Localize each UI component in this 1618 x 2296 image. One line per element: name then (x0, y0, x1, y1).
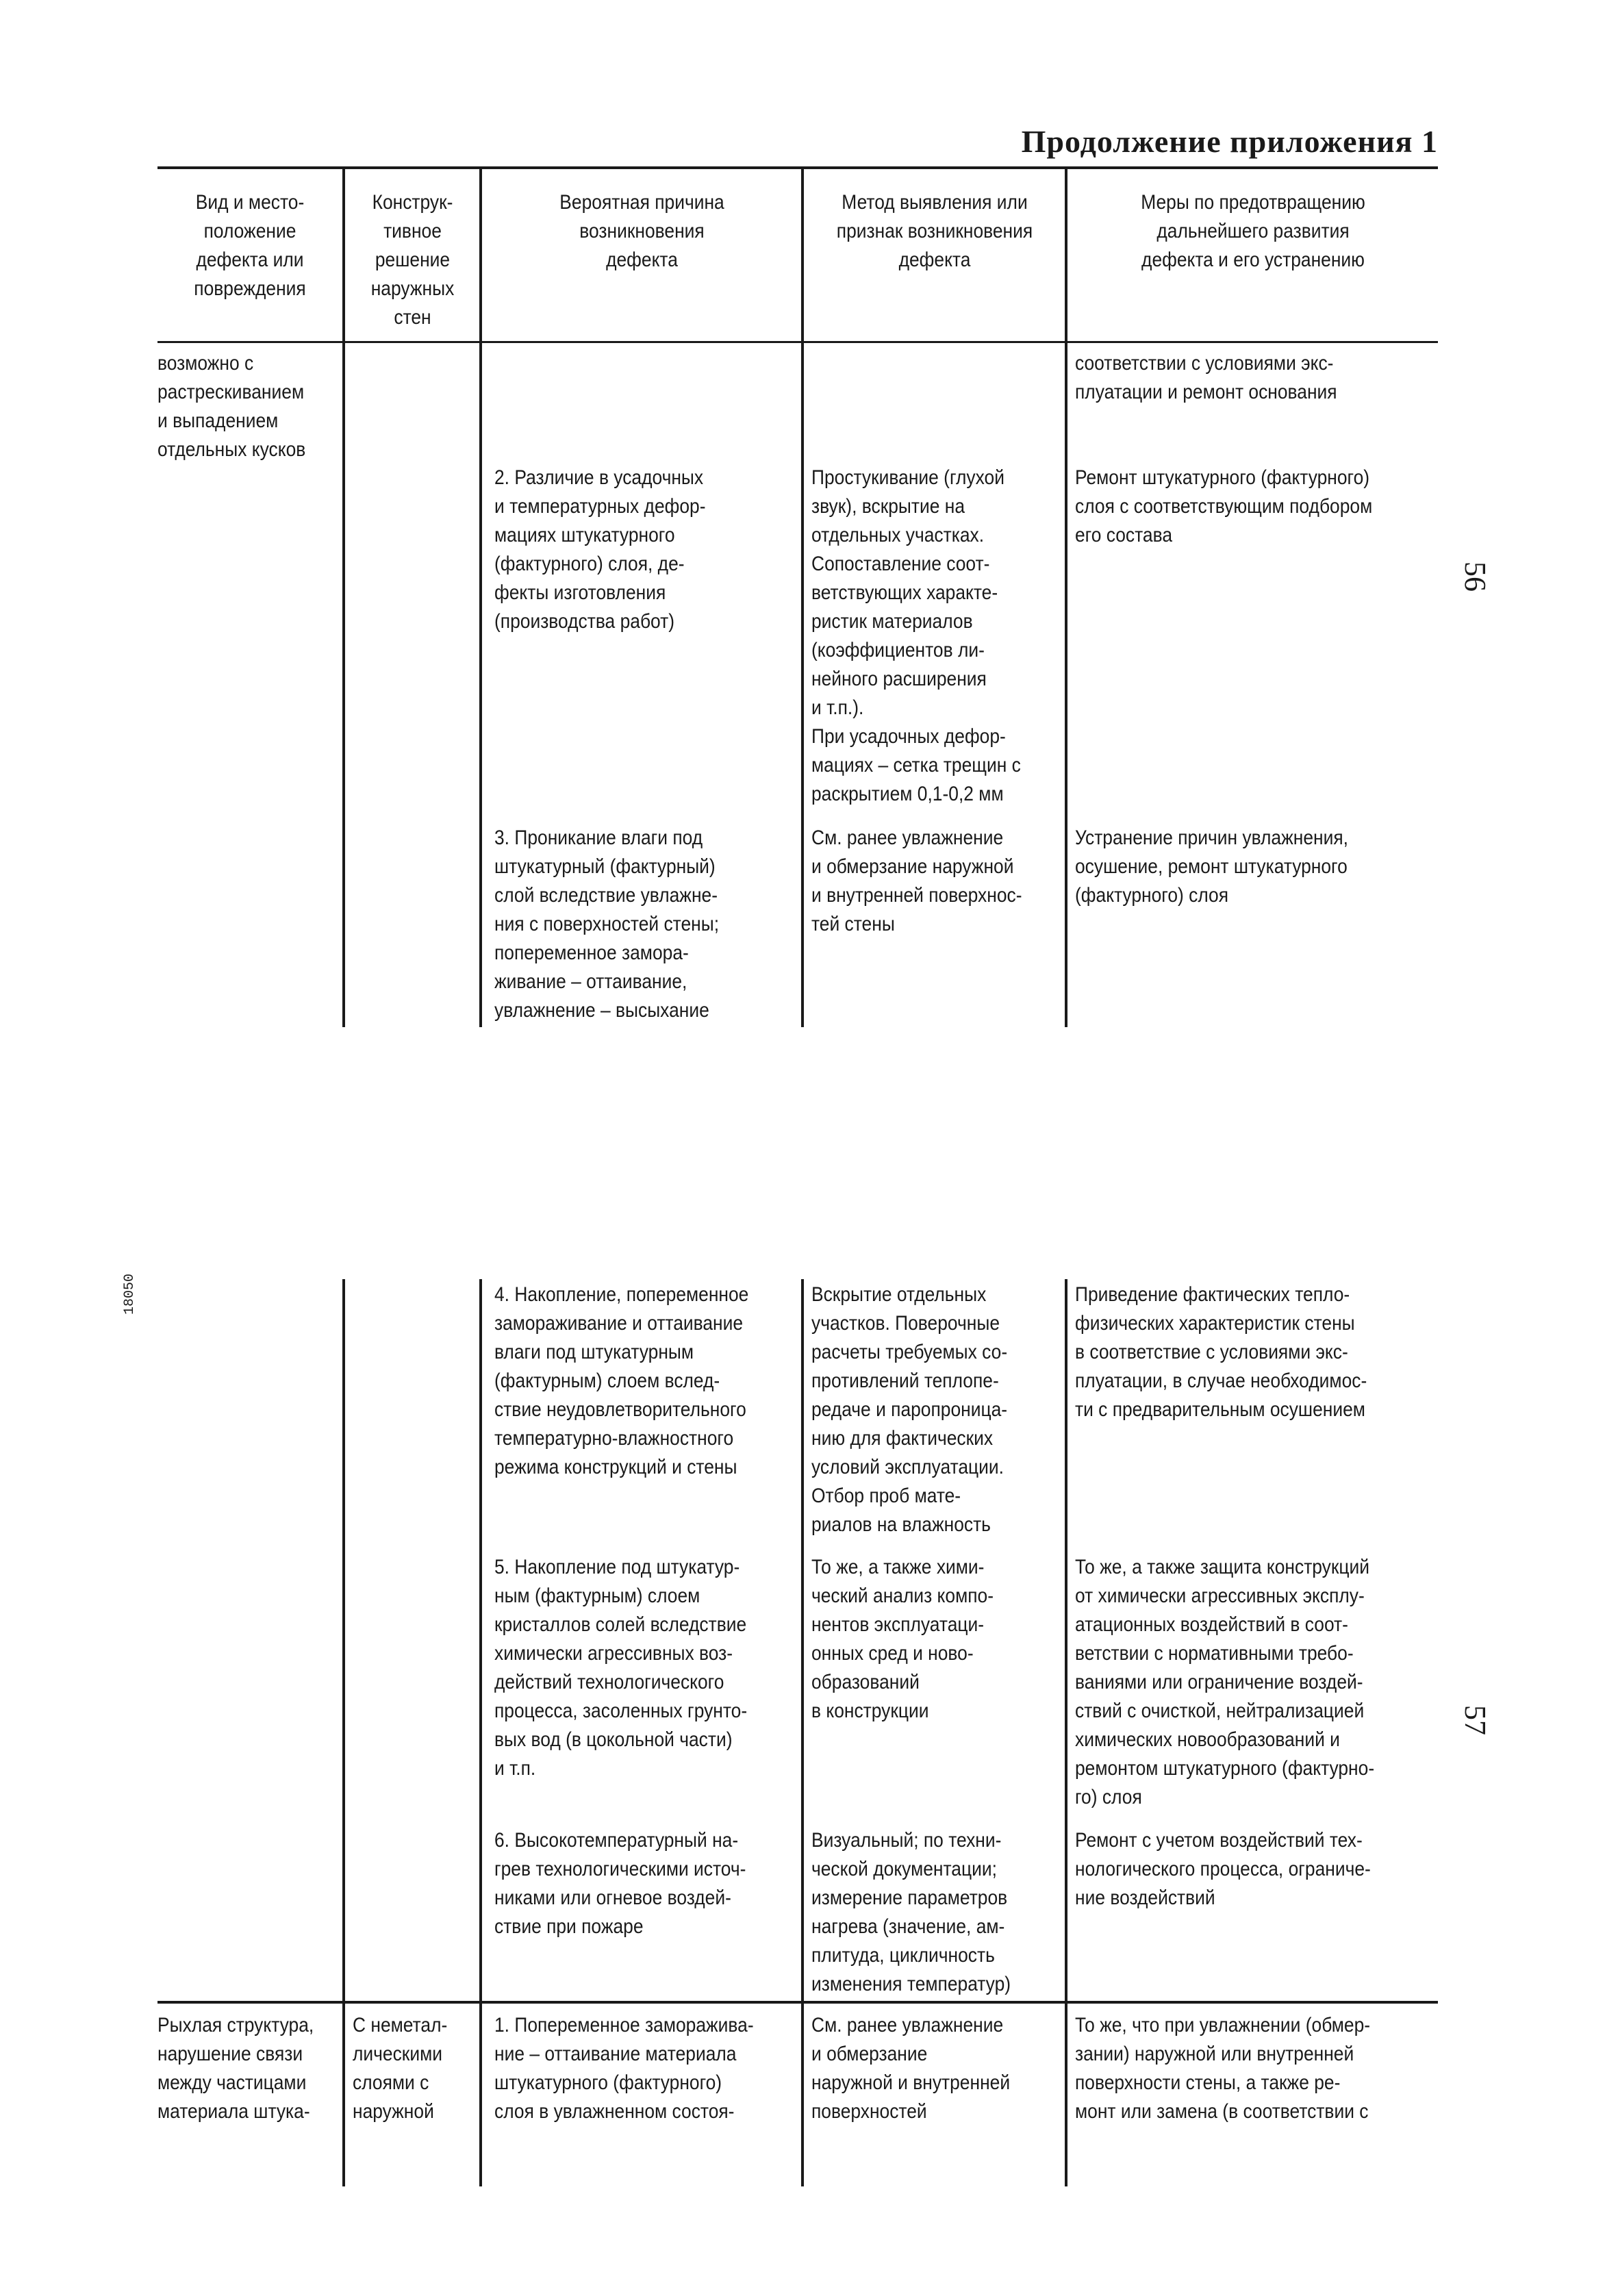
method-6: Визуальный; по техни- ческой документации; измерение параметров нагрева (значение, ам- плитуда, цикличность изменения температур) (811, 1829, 1011, 1995)
column-divider (1065, 1279, 1067, 2186)
method-5: То же, а также хими- ческий анализ компо- нентов эксплуатаци- онных сред и ново- образований в конструкции (811, 1556, 994, 1722)
header-defect: Вид и место- положение дефекта или повреждения (194, 191, 306, 300)
method-2: Простукивание (глухой звук), вскрытие на отдельных участках. Сопоставление соот- ветствующих характе- ристик материалов (коэффициентов ли- нейного расширения и т.п.). При усадочных дефор- мациях – сетка трещин с раскрытием 0,1-0,2 мм (811, 466, 1021, 805)
table-top-rule (157, 166, 1438, 169)
method-3: См. ранее увлажнение и обмерзание наружной и внутренней поверхнос- тей стены (811, 827, 1022, 935)
measure-6: Ремонт с учетом воздействий тех- нологического процесса, ограниче- ние воздействий (1075, 1829, 1371, 1909)
cause-6: 6. Высокотемпературный на- грев технологическими источ- никами или огневое воздей- ствие при пожаре (494, 1829, 746, 1938)
measure-2: Ремонт штукатурного (фактурного) слоя с соответствующим подбором его состава (1075, 466, 1373, 546)
header-construct: Конструк- тивное решение наружных стен (370, 191, 455, 329)
column-divider (342, 168, 345, 1027)
page-title: Продолжение приложения 1 (1021, 124, 1438, 159)
defect-loose-structure: Рыхлая структура, нарушение связи между частицами материала штука- (157, 2014, 314, 2123)
measure-5: То же, а также защита конструкций от химически агрессивных эксплу- атационных воздействий в соот- ветствии с нормативными требо- ваниями или ограничение воздей- ствий с очисткой, нейтрализацией химических новообразований и ремонтом штукатурного (фактурно- го) слоя (1075, 1556, 1375, 1808)
column-divider (801, 1279, 804, 2186)
method-1: См. ранее увлажнение и обмерзание наружной и внутренней поверхностей (811, 2014, 1011, 2123)
measure-continuation: соответствии с условиями экс- плуатации и ремонт основания (1075, 352, 1337, 403)
measure-4: Приведение фактических тепло- физических характеристик стены в соответствие с условиями экс- плуатации, в случае необходимос- ти с предварительным осушением (1075, 1283, 1367, 1421)
method-4: Вскрытие отдельных участков. Поверочные расчеты требуемых со- противлений теплопе- редаче и паропроница- нию для фактических условий эксплуатации. Отбор проб мате- риалов на влажность (811, 1283, 1008, 1536)
measure-3: Устранение причин увлажнения, осушение, ремонт штукатурного (фактурного) слоя (1075, 827, 1348, 907)
column-divider (1065, 168, 1067, 1027)
section-rule (157, 2001, 1438, 2004)
margin-stamp: 18050 (122, 1273, 138, 1315)
column-divider (479, 1279, 482, 2186)
header-cause: Вероятная причина возникновения дефекта (559, 191, 724, 271)
cause-3: 3. Проникание влаги под штукатурный (фактурный) слой вследствие увлажне- ния с поверхностей стены; попеременное замора- живание – оттаивание, увлажнение – высыхание (494, 827, 720, 1022)
column-divider (479, 168, 482, 1027)
header-method: Метод выявления или признак возникновения дефекта (836, 191, 1033, 271)
page-number: 56 (1458, 562, 1492, 592)
column-divider (342, 1279, 345, 2186)
cause-5: 5. Накопление под штукатур- ным (фактурным) слоем кристаллов солей вследствие химически агрессивных воз- действий технологического процесса, засоленных грунто- вых вод (в цокольной части) и т.п. (494, 1556, 748, 1780)
cause-2: 2. Различие в усадочных и температурных дефор- мациях штукатурного (фактурного) слоя, де- фекты изготовления (производства работ) (494, 466, 706, 633)
header-bottom-rule (157, 341, 1438, 343)
construct-nonmetal: С неметал- лическими слоями с наружной (353, 2014, 448, 2123)
column-divider (801, 168, 804, 1027)
measure-1: То же, что при увлажнении (обмер- зании) наружной или внутренней поверхности стены, а также ре- монт или замена (в соответствии с (1075, 2014, 1371, 2123)
defect-continuation: возможно с растрескиванием и выпадением отдельных кусков (157, 352, 306, 461)
header-measure: Меры по предотвращению дальнейшего развития дефекта и его устранению (1141, 191, 1365, 271)
cause-4: 4. Накопление, попеременное замораживание и оттаивание влаги под штукатурным (фактурным) слоем вслед- ствие неудовлетворительного температурно-влажностного режима конструкций и стены (494, 1283, 749, 1478)
cause-1: 1. Попеременное заморажива- ние – оттаивание материала штукатурного (фактурного) слоя в увлажненном состоя- (494, 2014, 754, 2123)
page-number: 57 (1458, 1705, 1492, 1735)
